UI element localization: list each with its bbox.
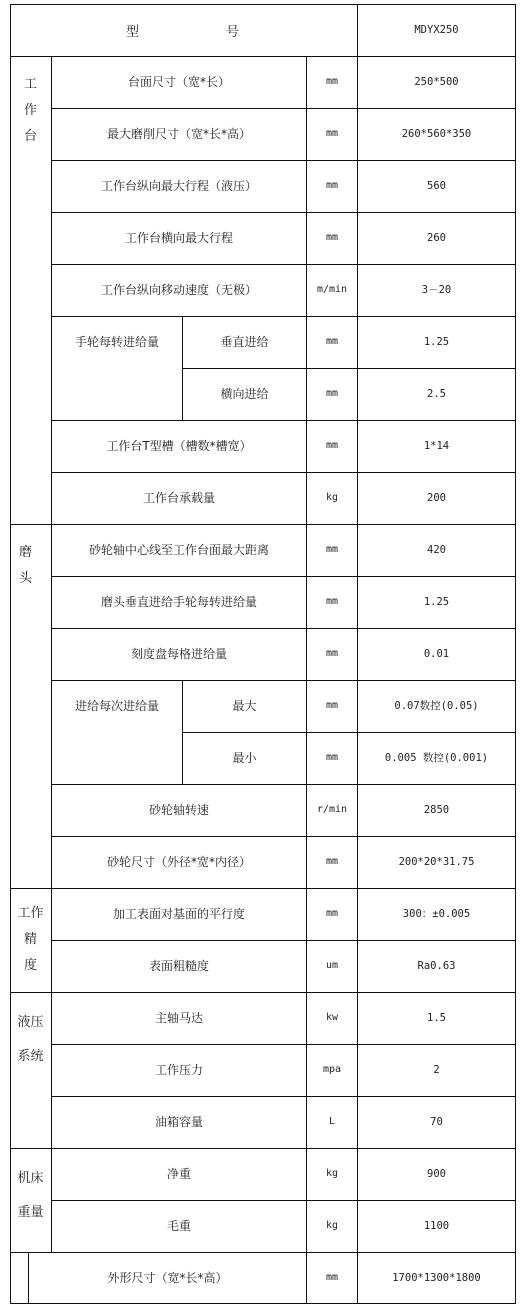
- param-value: 200*20*31.75: [398, 856, 475, 868]
- group-label-weight: [10, 1162, 51, 1230]
- param-name: 工作台承载量: [142, 491, 215, 505]
- group-label-char: 磨: [18, 545, 32, 560]
- unit: mm: [325, 180, 339, 191]
- param-name: 砂轮尺寸（外径*宽*内径）: [106, 855, 251, 869]
- table-border-left: [10, 4, 11, 1304]
- param-value: 900: [427, 1168, 446, 1180]
- param-value: 0.01: [423, 648, 450, 660]
- unit: mm: [325, 856, 339, 867]
- header-label-left: 型: [126, 25, 140, 40]
- unit: mm: [325, 1271, 339, 1283]
- unit: mm: [325, 76, 339, 87]
- unit: kg: [325, 1220, 339, 1231]
- table-border-bottom: [10, 1303, 516, 1304]
- unit: um: [325, 960, 339, 971]
- param-name: 主轴马达: [154, 1011, 203, 1025]
- param-name: 加工表面对基面的平行度: [112, 907, 245, 921]
- group-label-char: 系统: [17, 1049, 44, 1064]
- group-label-precision: [10, 901, 51, 979]
- param-value: 1.5: [427, 1012, 446, 1024]
- unit: mm: [325, 596, 339, 607]
- group-label-char: 精: [23, 932, 37, 947]
- param-name: 净重: [166, 1167, 191, 1181]
- unit: mm: [325, 752, 339, 763]
- unit: mm: [325, 232, 339, 243]
- param-name: 工作压力: [154, 1063, 203, 1077]
- param-name: 磨头垂直进给手轮每转进给量: [100, 595, 257, 609]
- table-border-right: [515, 4, 516, 1304]
- param-value: 2850: [423, 804, 450, 816]
- param-name: 砂轮轴转速: [148, 803, 209, 817]
- sub-param-name: 横向进给: [220, 387, 269, 401]
- param-name: 工作台纵向移动速度（无极）: [100, 283, 257, 297]
- spec-table: [10, 4, 516, 1304]
- param-value: 70: [430, 1116, 443, 1128]
- param-value: 1100: [423, 1220, 450, 1232]
- model-number: MDYX250: [414, 24, 459, 36]
- param-value: 0.005 数控(0.001): [384, 752, 489, 764]
- param-name: 台面尺寸（宽*长）: [127, 75, 230, 89]
- unit: mpa: [322, 1064, 342, 1075]
- param-name: 进给每次进给量: [74, 699, 159, 713]
- param-value: 300：±0.005: [402, 908, 471, 920]
- group-label-hydraulic: [10, 1006, 51, 1074]
- unit: m/min: [316, 284, 348, 295]
- group-label-char: 作: [23, 103, 37, 118]
- unit: mm: [325, 908, 339, 919]
- param-name: 工作台T型槽（槽数*槽宽）: [106, 439, 252, 453]
- param-name: 表面粗糙度: [148, 959, 209, 973]
- param-value: 3－20: [421, 284, 452, 296]
- unit: kg: [325, 1168, 339, 1179]
- group-label-char: 度: [23, 958, 37, 973]
- param-name: 工作台纵向最大行程（液压）: [100, 179, 257, 193]
- header-label-right: 号: [226, 25, 240, 40]
- unit: mm: [325, 440, 339, 451]
- group-label-char: 头: [18, 571, 32, 586]
- param-value: 1*14: [423, 440, 450, 452]
- param-name: 手轮每转进给量: [74, 335, 159, 349]
- param-value: 1.25: [423, 596, 450, 608]
- sub-param-name: 垂直进给: [220, 335, 269, 349]
- unit: kw: [325, 1012, 339, 1023]
- group-label-worktable: [10, 72, 51, 150]
- unit: mm: [325, 648, 339, 659]
- param-value: 200: [427, 492, 446, 504]
- unit: mm: [325, 388, 339, 399]
- group-label-char: 液压: [17, 1015, 44, 1030]
- group-label-char: 工作: [17, 906, 44, 921]
- param-value: Ra0.63: [417, 960, 456, 972]
- group-label-char: 台: [23, 129, 37, 144]
- param-value: 260: [427, 232, 446, 244]
- group-label-char: 机床: [17, 1171, 44, 1186]
- param-name: 砂轮轴中心线至工作台面最大距离: [88, 543, 269, 557]
- param-value: 560: [427, 180, 446, 192]
- param-name: 工作台横向最大行程: [124, 231, 233, 245]
- param-value: 420: [427, 544, 446, 556]
- group-label-grinding-head: [10, 540, 41, 592]
- param-value: 2.5: [427, 388, 446, 400]
- param-name: 最大磨削尺寸（宽*长*高）: [106, 127, 251, 141]
- unit: mm: [325, 700, 339, 711]
- param-name: 外形尺寸（宽*长*高）: [107, 1270, 228, 1285]
- sub-param-name: 最小: [232, 751, 257, 765]
- param-value: 1700*1300*1800: [392, 1271, 481, 1284]
- unit: mm: [325, 336, 339, 347]
- param-value: 1.25: [423, 336, 450, 348]
- unit: L: [328, 1116, 336, 1127]
- param-name: 刻度盘每格进给量: [130, 647, 227, 661]
- param-value: 250*500: [414, 76, 459, 88]
- group-label-char: 重量: [17, 1205, 44, 1220]
- param-value: 260*560*350: [401, 128, 472, 140]
- unit: kg: [325, 492, 339, 503]
- param-name: 毛重: [166, 1219, 191, 1233]
- unit: mm: [325, 128, 339, 139]
- param-name: 油箱容量: [154, 1115, 203, 1129]
- sub-param-name: 最大: [232, 699, 257, 713]
- param-value: 2: [433, 1064, 440, 1076]
- unit: mm: [325, 544, 339, 555]
- unit: r/min: [316, 804, 348, 815]
- group-label-char: 工: [23, 77, 37, 92]
- param-value: 0.07数控(0.05): [394, 700, 479, 712]
